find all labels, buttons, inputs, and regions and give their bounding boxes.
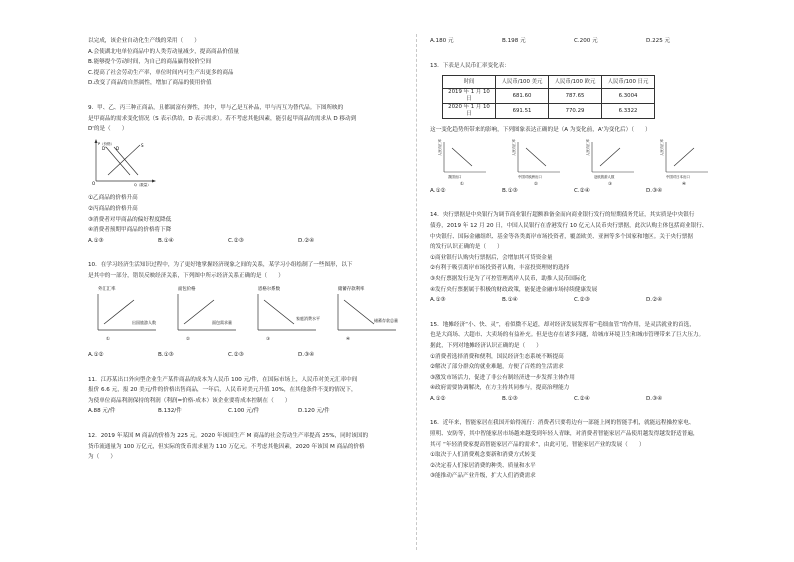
option-d: D.③④ bbox=[646, 187, 663, 194]
table-row bbox=[443, 89, 655, 104]
answer-options bbox=[430, 186, 770, 197]
statement-item: ①商业银行认购央行票据后，会增加其可贷资金量 bbox=[430, 254, 553, 261]
statement-item: ④发行央行票据属于积极的财政政策，能促进金融市场持续健康发展 bbox=[430, 286, 598, 293]
curve-label-s: S bbox=[141, 142, 144, 148]
table-cell: 691.51 bbox=[496, 104, 549, 119]
graph-xlabel: 出国旅游人数 bbox=[132, 319, 156, 325]
option-a: A.会使湖北电单位商品中的人类劳动量减少，提高商品价值量 bbox=[88, 48, 239, 55]
graph-3 bbox=[586, 138, 638, 186]
question-text: 是其中的一部分，错误反映经济关系，下列图中所示经济关系正确的是（ ） bbox=[88, 272, 284, 279]
graph-2 bbox=[178, 285, 236, 342]
table-header-cell: 人民币/100 日元 bbox=[602, 76, 655, 89]
answer-options bbox=[88, 350, 428, 361]
table-header-cell: 时间 bbox=[443, 76, 496, 89]
statement-item: ③激发市场活力，促进了非公有制经济进一步发挥主体作用 bbox=[430, 374, 575, 381]
origin-label: O bbox=[92, 180, 96, 186]
question-14 bbox=[430, 210, 770, 305]
graph-number: ② bbox=[534, 181, 538, 186]
table-cell: 2019 年 1 月 10 日 bbox=[443, 89, 496, 104]
graph-ylabel: 人民币汇率 bbox=[438, 138, 442, 156]
option-c: C.②③ bbox=[228, 352, 244, 359]
table-cell: 6.3322 bbox=[602, 104, 655, 119]
table-header-cell: 人民币/100 美元 bbox=[496, 76, 549, 89]
option-a: A.①② bbox=[88, 352, 104, 359]
question-text: 是甲商品的需求变化情况（S 表示供给，D 表示需求）。若不考虑其他因素，能引起甲商品的需求从 D 移动到 bbox=[88, 115, 357, 122]
graph-1 bbox=[98, 285, 156, 342]
question-text: D'的是（ ） bbox=[88, 126, 128, 133]
option-d: D.225 元 bbox=[646, 38, 671, 44]
question-text: 这一变化趋势所带来的影响，下列图象表达正确的是（A 为变化前，A'为变化后）（ ） bbox=[430, 127, 651, 134]
question-text: 15．地摊经济“小、快、灵”，看似微不足道，却对经济发展发挥着“毛细血管”的作用，是灵活就业的首选， bbox=[430, 321, 695, 328]
table-header-cell: 人民币/100 欧元 bbox=[549, 76, 602, 89]
option-d: D.②④ bbox=[298, 237, 315, 244]
option-c: C.②③ bbox=[574, 297, 590, 304]
question-text: 报价 6.6 元，报 20 美元/件的价格出售商品，一年后，人民币对美元升值 10%，在其他条件不变的情况下， bbox=[88, 387, 357, 394]
question-10 bbox=[88, 260, 428, 360]
graph-number: ② bbox=[186, 336, 190, 342]
graph-title: 外汇汇率 bbox=[98, 286, 116, 292]
question-text: 为使单位商品利润保持的利润（利润=价格-成本）该企业要将成本控制在（ ） bbox=[88, 397, 291, 404]
question-text: 其可 “年轻消费家提高智能家居产品的需求”，由此可见，智能家居产业的发展（ ） bbox=[430, 441, 645, 448]
statement-item: ③消费者对甲商品的偏好程度降低 bbox=[88, 216, 172, 223]
curve-label-d-prime: D' bbox=[102, 145, 107, 151]
question-16 bbox=[430, 418, 770, 482]
option-c: C.②④ bbox=[574, 395, 590, 402]
option-c: C.②③ bbox=[228, 237, 244, 244]
statement-item: ②解决了部分群众的就业难题，方便了百姓的生活需求 bbox=[430, 364, 564, 371]
question-continued bbox=[88, 36, 428, 89]
graph-xlabel: 我国出口 bbox=[448, 174, 462, 179]
question-text: 据此，下列对地摊经济认识正确的是（ ） bbox=[430, 342, 542, 349]
option-b: B.132/件 bbox=[158, 408, 182, 415]
option-d: D.改变了商品的自然属性，增加了商品的使用价值 bbox=[88, 80, 212, 87]
answer-options bbox=[88, 236, 428, 247]
option-b: B.①③ bbox=[158, 352, 174, 359]
statement-item: ③能推动产品产业升级，扩大人们消费需求 bbox=[430, 473, 536, 480]
y-axis-label: P（价格） bbox=[98, 141, 115, 146]
table-header-row bbox=[443, 76, 655, 89]
option-b: B.能够提个劳动时间，为自己的商品赢得较价空间 bbox=[88, 59, 212, 66]
question-15 bbox=[430, 320, 770, 405]
question-text: 14．央行票据是中央银行为调节商业银行超额准备金而向商业银行发行的短期债务凭证，其实质是中央银行 bbox=[430, 212, 695, 219]
option-d: D.120 元/件 bbox=[298, 408, 330, 415]
question-text: 11．江苏某出口外向型企业生产某件商品的成本为人民币 100 元/件，在国际市场上，人民币对美元汇率中间 bbox=[88, 376, 358, 383]
graph-4 bbox=[660, 138, 712, 186]
option-b: B.①④ bbox=[158, 237, 174, 244]
option-a: A.①② bbox=[430, 187, 446, 194]
graph-title: 面包价格 bbox=[178, 286, 196, 292]
statement-item: ④消费者预期甲商品的价格将下降 bbox=[88, 227, 172, 234]
option-b: B.198 元 bbox=[502, 38, 526, 44]
table-cell: 681.60 bbox=[496, 89, 549, 104]
graph-4 bbox=[338, 285, 398, 342]
question-text: 照明、安防等，其中智能家居市场越来越受到年轻人青睐，对消费者智能家居产品使用越发得越发舒适普遍， bbox=[430, 431, 699, 438]
exchange-rate-graphs bbox=[438, 138, 770, 186]
exchange-rate-table bbox=[442, 75, 655, 119]
statement-item: ②决定着人们家居消费的种类、质量和水平 bbox=[430, 462, 536, 469]
question-text: 以完成，该企业自动化生产线的采用（ ） bbox=[88, 38, 200, 44]
option-c: C.提高了社会劳动生产率，单位时间内可生产出更多的商品 bbox=[88, 69, 234, 76]
option-a: A.①② bbox=[430, 395, 446, 402]
question-text: 16．近年来，智能家居在我国开始得流行：消费者只要将边有一部能上网的智能手机，就能远程操控家电、 bbox=[430, 420, 695, 427]
answer-options bbox=[88, 406, 428, 417]
question-9 bbox=[88, 103, 428, 246]
graph-ylabel: 人民币汇率 bbox=[586, 138, 590, 156]
relation-graphs bbox=[88, 284, 418, 344]
question-text: 13．下表是人民币汇率变化表： bbox=[430, 62, 510, 69]
left-column bbox=[88, 36, 428, 463]
graph-number: ① bbox=[106, 336, 110, 342]
option-d: D.③④ bbox=[646, 395, 663, 402]
question-11 bbox=[88, 375, 428, 417]
table-cell: 2020 年 1 月 10 日 bbox=[443, 104, 496, 119]
table-cell: 770.29 bbox=[549, 104, 602, 119]
graph-title: 储蓄存款利率 bbox=[338, 286, 365, 292]
question-12-options bbox=[430, 36, 770, 47]
supply-demand-graph bbox=[88, 137, 158, 187]
option-b: B.①④ bbox=[502, 297, 518, 304]
graph-xlabel: 储蓄存款总量 bbox=[374, 317, 398, 323]
graph-number: ③ bbox=[266, 336, 270, 342]
answer-options bbox=[430, 394, 770, 405]
graph-number: ④ bbox=[346, 336, 350, 342]
graph-number: ④ bbox=[682, 181, 686, 186]
question-text: 10．在学习经济生活知识过程中，为了更好地掌握经济现象之间的关系，某学习小组绘制了一些图形，以下 bbox=[88, 262, 353, 269]
graph-xlabel: 赴欧旅游人数 bbox=[594, 174, 615, 179]
answer-options bbox=[430, 295, 770, 306]
question-text: 货币流通量为 100 万亿元，但实际的货币需求量为 110 万亿元。不考虑其他因素，2020 年该国 M 商品的价格 bbox=[88, 443, 365, 450]
table-cell: 787.65 bbox=[549, 89, 602, 104]
statement-item: ③央行票据发行是为了可控管理离岸人民币，助推人民币国际化 bbox=[430, 275, 587, 282]
question-12 bbox=[88, 431, 428, 463]
graph-title: 恩格尔系数 bbox=[258, 286, 280, 292]
option-a: A.180 元 bbox=[430, 38, 454, 44]
statement-item: ①消费者选择消费和便利，国民经济生态系统不断提高 bbox=[430, 353, 564, 360]
option-c: C.200 元 bbox=[574, 38, 598, 44]
option-a: A.①③ bbox=[430, 297, 446, 304]
graph-ylabel: 人民币汇率 bbox=[660, 138, 664, 156]
graph-xlabel: 家庭消费水平 bbox=[296, 315, 320, 321]
option-d: D.②④ bbox=[646, 297, 663, 304]
right-column bbox=[430, 36, 770, 482]
question-text: 为（ ） bbox=[88, 454, 116, 461]
graph-1 bbox=[438, 138, 490, 186]
graph-xlabel: 中国对日本出口 bbox=[666, 174, 690, 179]
option-b: B.①③ bbox=[502, 395, 518, 402]
option-c: C.100 元/件 bbox=[228, 408, 260, 415]
statement-item: ①取决于人们消费观念要新和消费方式转变 bbox=[430, 452, 536, 459]
graph-number: ③ bbox=[608, 181, 612, 186]
table-row bbox=[443, 104, 655, 119]
question-13 bbox=[430, 61, 770, 197]
statement-item: ②有利于吸引离岸市场投资者认购，丰富投资理财的选择 bbox=[430, 265, 570, 272]
question-text: 中央银行、国际金融组织、基金等各类离岸市场投资者，覆盖欧美、亚洲等多个国家和地区。关于央行票据 bbox=[430, 233, 693, 240]
statement-item: ②丙商品的价格升高 bbox=[88, 205, 138, 212]
graph-number: ① bbox=[460, 181, 464, 186]
graph-xlabel: 面包需求量 bbox=[212, 319, 232, 325]
graph-xlabel: 中国对欧洲出口 bbox=[518, 174, 542, 179]
x-axis-label: Q（数量） bbox=[134, 182, 151, 187]
curve-label-d: D bbox=[116, 145, 120, 151]
option-a: A.①③ bbox=[88, 237, 104, 244]
graph-ylabel: 人民币汇率 bbox=[512, 138, 516, 156]
table-cell: 6.3004 bbox=[602, 89, 655, 104]
question-text: 也是大商场、大超市、大卖场的有益补充。但是也存在诸多问题，给城市环境卫生和城市管理带来了巨大压力。 bbox=[430, 332, 705, 339]
option-b: B.①③ bbox=[502, 187, 518, 194]
question-text: 的发行认识正确的是（ ） bbox=[430, 244, 503, 251]
graph-3 bbox=[258, 285, 320, 342]
option-a: A.88 元/件 bbox=[88, 408, 116, 415]
question-text: 12．2019 年某国 M 商品的价格为 225 元。2020 年该国生产 M 商品的社会劳动生产率提高 25%，同时该国的 bbox=[88, 433, 369, 440]
option-d: D.③④ bbox=[298, 352, 315, 359]
graph-2 bbox=[512, 138, 564, 186]
statement-item: ①乙商品的价格升高 bbox=[88, 195, 138, 202]
question-text: 9．甲、乙、丙三种正商品，且都属富有弹性，其中，甲与乙是互补品，甲与丙互为替代品。下图所映的 bbox=[88, 104, 344, 111]
question-text: 债券，2019 年 12 月 20 日，中国人民银行在香港发行 10 亿元人民币央行票据，此次认购主体包括商业银行、 bbox=[430, 222, 708, 229]
option-c: C.②④ bbox=[574, 187, 590, 194]
statement-item: ④政府需要协调解决，在方主持其同参与，提高治理能力 bbox=[430, 385, 570, 392]
